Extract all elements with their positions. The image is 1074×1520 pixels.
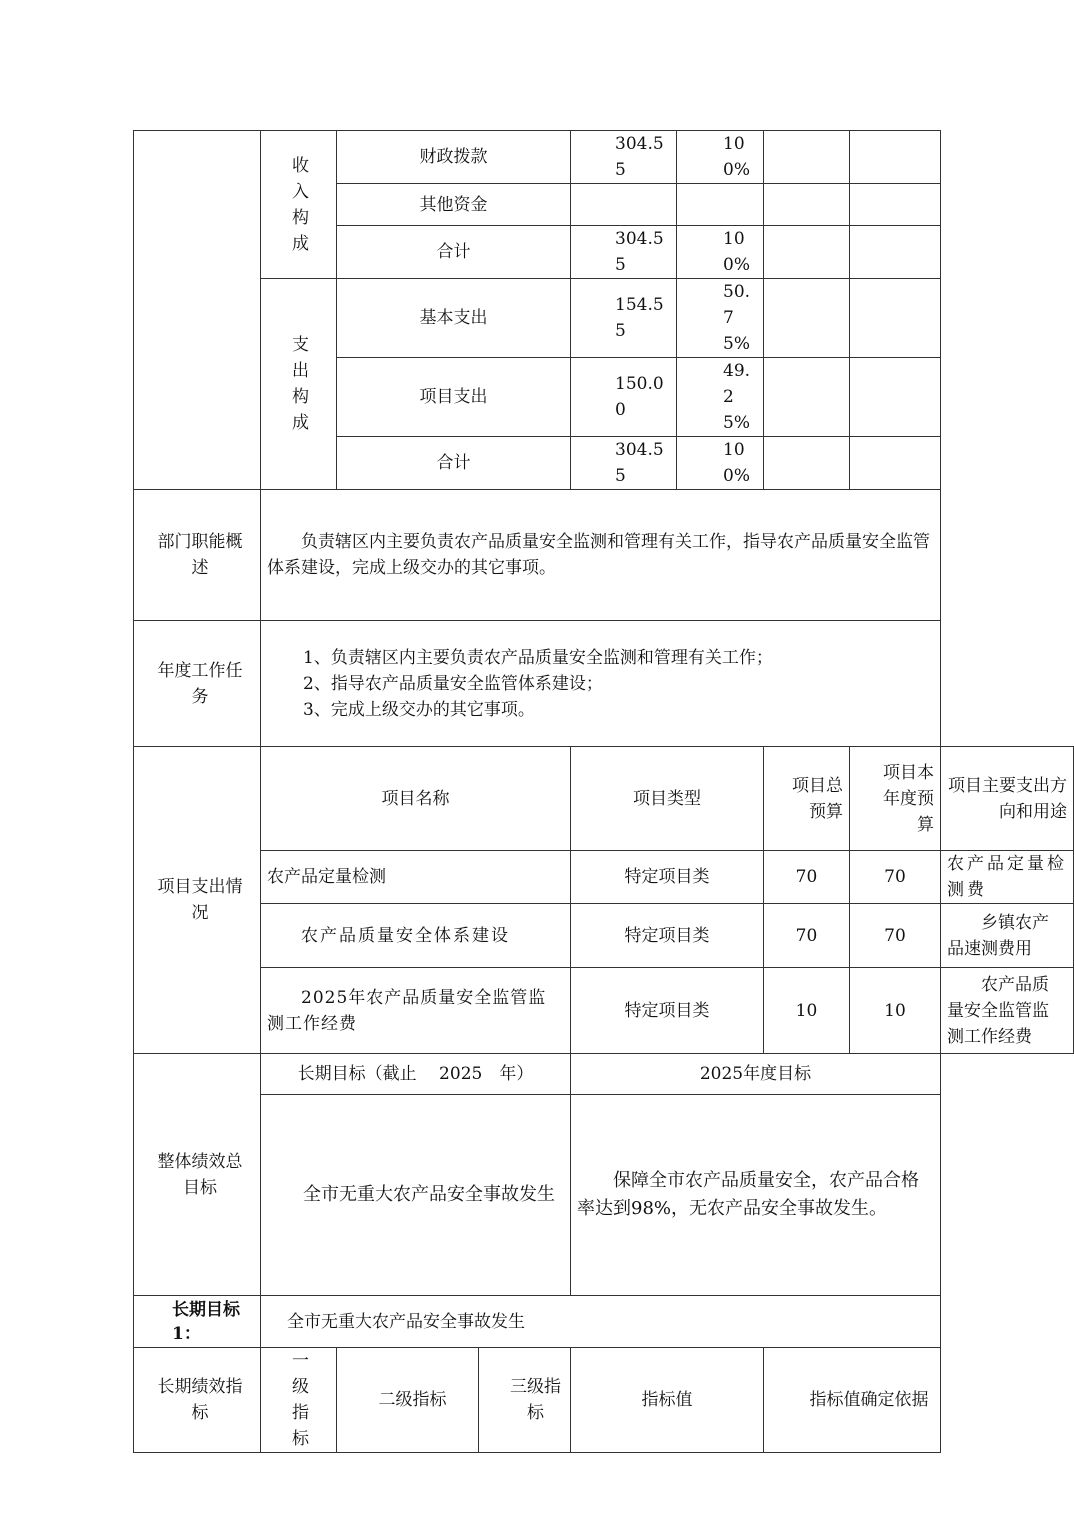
expense-item-percent: 50.75% xyxy=(677,279,764,358)
dept-function-text: 负责辖区内主要负责农产品质量安全监测和管理有关工作，指导农产品质量安全监管体系建设，完成上级交办的其它事项。 xyxy=(261,490,941,621)
dept-function-label: 部门职能概述 xyxy=(134,490,261,621)
expense-item-amount: 150.00 xyxy=(571,358,677,437)
projects-header-row xyxy=(134,747,1074,851)
expense-item-percent: 49.25% xyxy=(677,358,764,437)
indicator-level1-header: 一级指标 xyxy=(261,1348,337,1453)
expense-row xyxy=(134,279,1074,358)
project-name: 2025年农产品质量安全监管监测工作经费 xyxy=(261,968,571,1054)
income-item-name: 其他资金 xyxy=(337,184,571,226)
long-goal-1-text: 全市无重大农产品安全事故发生 xyxy=(261,1296,941,1348)
overall-goal-label: 整体绩效总目标 xyxy=(134,1054,261,1296)
expense-item-amount: 154.55 xyxy=(571,279,677,358)
project-annual-budget: 10 xyxy=(850,968,941,1054)
long-indicators-row xyxy=(134,1348,1074,1453)
income-item-amount: 304.55 xyxy=(571,131,677,184)
project-total-budget: 10 xyxy=(764,968,850,1054)
income-item-amount: 304.55 xyxy=(571,226,677,279)
annual-task-item: 3、完成上级交办的其它事项。 xyxy=(303,699,535,720)
expense-item-name: 合计 xyxy=(337,437,571,490)
projects-label: 项目支出情况 xyxy=(134,747,261,1054)
project-name: 农产品定量检测 xyxy=(261,851,571,904)
project-total-budget: 70 xyxy=(764,904,850,968)
income-label: 收入构成 xyxy=(261,131,337,279)
empty-cell xyxy=(850,358,941,437)
annual-tasks-list xyxy=(261,621,941,747)
long-term-goal-header: 长期目标（截止 2025 年） xyxy=(261,1054,571,1095)
project-total-budget: 70 xyxy=(764,851,850,904)
empty-cell xyxy=(850,279,941,358)
long-goal-1-row xyxy=(134,1296,1074,1348)
project-usage: 农产品定量检测费 xyxy=(941,851,1074,904)
project-annual-budget: 70 xyxy=(850,904,941,968)
income-item-percent: 100% xyxy=(677,226,764,279)
dept-function-row xyxy=(134,490,1074,621)
project-type: 特定项目类 xyxy=(571,851,764,904)
project-type: 特定项目类 xyxy=(571,904,764,968)
empty-cell xyxy=(764,184,850,226)
project-usage: 乡镇农产品速测费用 xyxy=(941,904,1074,968)
expense-item-percent: 100% xyxy=(677,437,764,490)
long-term-goal-text: 全市无重大农产品安全事故发生 xyxy=(261,1095,571,1296)
empty-cell xyxy=(764,437,850,490)
long-goal-1-label: 长期目标1： xyxy=(134,1296,261,1348)
indicator-value-header: 指标值 xyxy=(571,1348,764,1453)
income-item-amount xyxy=(571,184,677,226)
empty-cell xyxy=(850,184,941,226)
empty-cell xyxy=(850,131,941,184)
project-row xyxy=(134,851,1074,904)
expense-item-name: 项目支出 xyxy=(337,358,571,437)
indicator-basis-header: 指标值确定依据 xyxy=(764,1348,941,1453)
empty-cell xyxy=(764,226,850,279)
empty-cell xyxy=(764,358,850,437)
empty-cell xyxy=(764,279,850,358)
annual-goal-header: 2025年度目标 xyxy=(571,1054,941,1095)
project-annual-budget: 70 xyxy=(850,851,941,904)
income-item-name: 财政拨款 xyxy=(337,131,571,184)
project-row xyxy=(134,904,1074,968)
projects-header-total: 项目总预算 xyxy=(764,747,850,851)
annual-tasks-label: 年度工作任务 xyxy=(134,621,261,747)
overall-goal-header-row xyxy=(134,1054,1074,1095)
income-item-percent: 100% xyxy=(677,131,764,184)
income-item-percent xyxy=(677,184,764,226)
long-indicators-label: 长期绩效指标 xyxy=(134,1348,261,1453)
projects-header-usage: 项目主要支出方向和用途 xyxy=(941,747,1074,851)
projects-header-type: 项目类型 xyxy=(571,747,764,851)
expense-item-amount: 304.55 xyxy=(571,437,677,490)
empty-cell xyxy=(850,226,941,279)
empty-cell xyxy=(764,131,850,184)
projects-header-annual: 项目本年度预算 xyxy=(850,747,941,851)
budget-form-table xyxy=(133,130,1074,1453)
empty-cell xyxy=(850,437,941,490)
annual-goal-text: 保障全市农产品质量安全，农产品合格率达到98%，无农产品安全事故发生。 xyxy=(571,1095,941,1296)
overall-goal-text-row xyxy=(134,1095,1074,1296)
annual-task-item: 1、负责辖区内主要负责农产品质量安全监测和管理有关工作； xyxy=(303,647,773,668)
project-row xyxy=(134,968,1074,1054)
income-item-name: 合计 xyxy=(337,226,571,279)
project-name: 农产品质量安全体系建设 xyxy=(261,904,571,968)
annual-task-item: 2、指导农产品质量安全监管体系建设； xyxy=(303,673,603,694)
indicator-level2-header: 二级指标 xyxy=(337,1348,479,1453)
indicator-level3-header: 三级指标 xyxy=(479,1348,571,1453)
projects-header-name: 项目名称 xyxy=(261,747,571,851)
expense-item-name: 基本支出 xyxy=(337,279,571,358)
income-row xyxy=(134,131,1074,184)
project-usage: 农产品质量安全监管监测工作经费 xyxy=(941,968,1074,1054)
project-type: 特定项目类 xyxy=(571,968,764,1054)
expense-label: 支出构成 xyxy=(261,279,337,490)
annual-tasks-row xyxy=(134,621,1074,747)
blank-label-cell xyxy=(134,131,261,490)
